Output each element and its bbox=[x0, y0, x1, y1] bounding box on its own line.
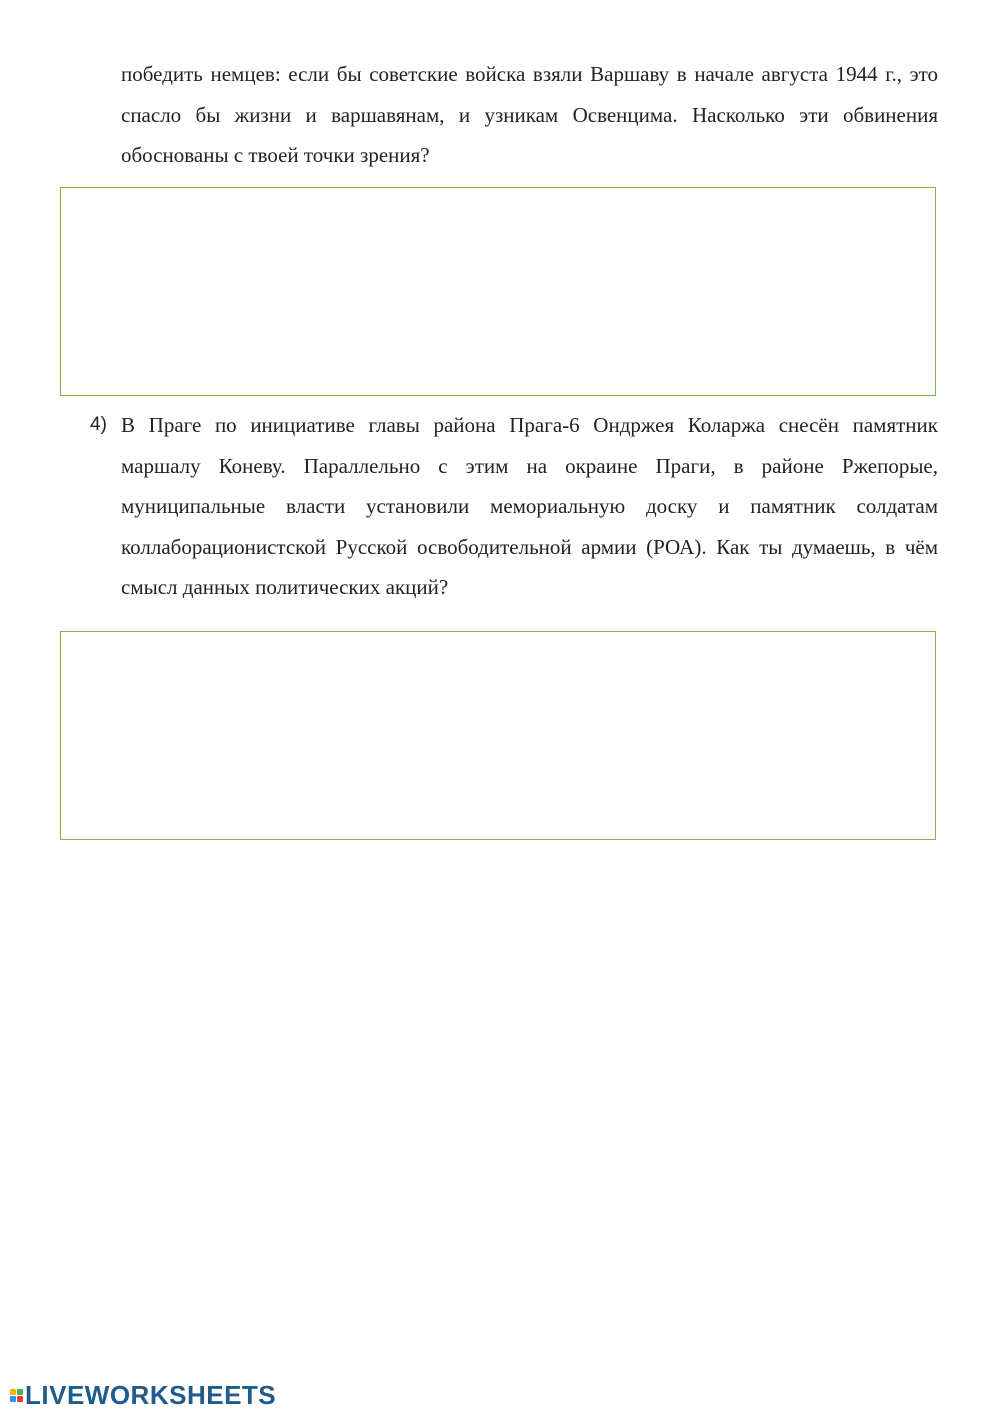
footer-branding bbox=[10, 1380, 276, 1410]
footer-brand-name: LIVEWORKSHEETS bbox=[25, 1379, 277, 1410]
answer-box-question-3[interactable] bbox=[60, 187, 936, 396]
liveworksheets-logo-icon bbox=[10, 1389, 23, 1402]
answer-box-question-4[interactable] bbox=[60, 631, 936, 840]
question-4-text: В Праге по инициативе главы района Прага-6 Ондржея Коларжа снесён памятник маршалу Коневу. Параллельно с этим на окраине Праги, в районе Ржепорые, муниципальные власти установили мемориальную доску и памятник солдатам коллаборационистской Русской освободительной армии (РОА). Как ты думаешь, в чём смысл данных политических акций? bbox=[121, 413, 938, 599]
question-3-continuation-text: победить немцев: если бы советские войска взяли Варшаву в начале августа 1944 г., это спасло бы жизни и варшавянам, и узникам Освенцима. Насколько эти обвинения обоснованы с твоей точки зрения? bbox=[121, 62, 938, 167]
question-4-number: 4) bbox=[90, 414, 107, 435]
